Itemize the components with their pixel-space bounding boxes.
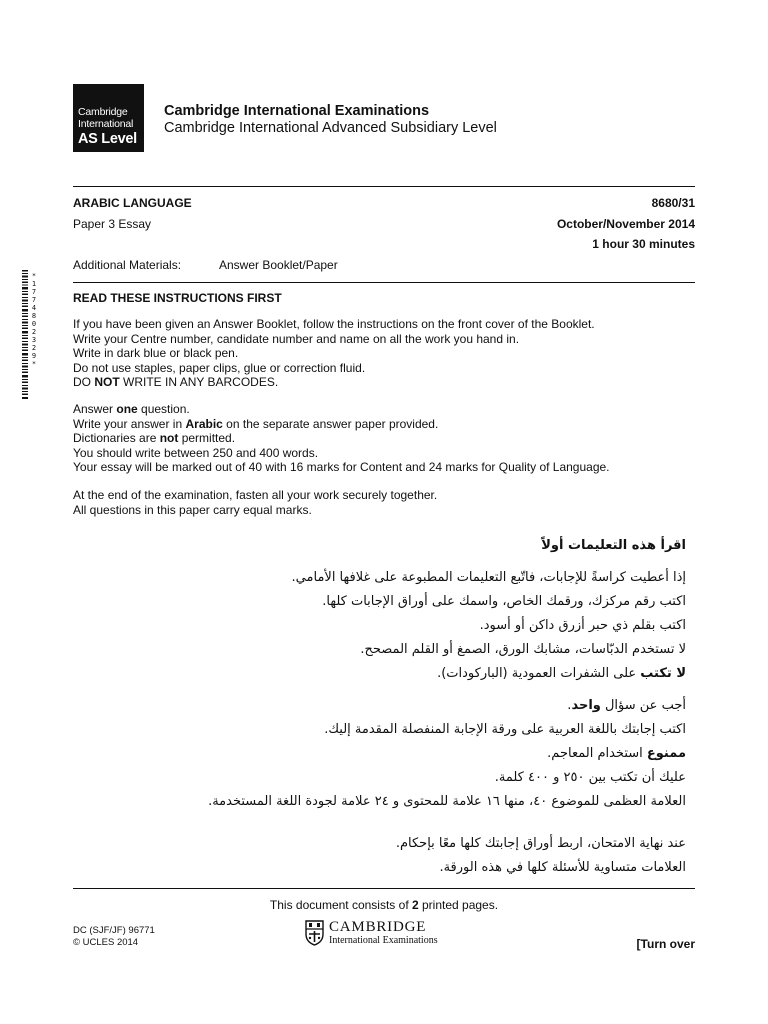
- cambridge-wordmark: [329, 920, 438, 946]
- instruction-text: permitted.: [178, 431, 236, 445]
- paper-name: Paper 3 Essay: [73, 217, 152, 231]
- divider: [73, 186, 695, 187]
- instruction-line: Your essay will be marked out of 40 with 16 marks for Content and 24 marks for Quality of Language.: [73, 460, 610, 474]
- instruction-text: DO: [73, 375, 95, 389]
- instructions-block-1: [73, 317, 595, 390]
- logo-line-3: AS Level: [78, 131, 137, 147]
- org-subtitle: Cambridge International Advanced Subsidiary Level: [164, 120, 497, 136]
- instruction-line: If you have been given an Answer Booklet, follow the instructions on the front cover of the Booklet.: [73, 317, 595, 331]
- arabic-line: اكتب إجابتك باللغة العربية على ورقة الإجابة المنفصلة المقدمة إليك.: [324, 722, 686, 737]
- page-count-note: [0, 898, 768, 912]
- arabic-line-dictionaries: [208, 742, 686, 766]
- arabic-line: عند نهاية الامتحان، اربط أوراق إجابتك كلها معًا بإحكام.: [395, 836, 686, 851]
- exam-duration: 1 hour 30 minutes: [592, 237, 695, 251]
- instruction-line-language: [73, 417, 610, 432]
- footer-text: printed pages.: [418, 898, 499, 912]
- arabic-line: العلامات متساوية للأسئلة كلها في هذه الورقة.: [439, 860, 686, 875]
- instruction-emphasis: not: [159, 431, 179, 445]
- logo-line-2: International: [78, 118, 134, 130]
- arabic-block-1: [292, 566, 686, 686]
- instructions-heading: READ THESE INSTRUCTIONS FIRST: [73, 291, 282, 305]
- instruction-text: Write your answer in: [73, 416, 186, 431]
- arabic-line: العلامة العظمى للموضوع ٤٠، منها ١٦ علامة للمحتوى و ٢٤ علامة لجودة اللغة المستخدمة.: [208, 794, 686, 809]
- instruction-line-barcodes: [73, 375, 595, 390]
- arabic-emphasis: لا تكتب: [640, 666, 686, 681]
- turn-over: [Turn over: [636, 937, 695, 951]
- cambridge-logo: [305, 920, 438, 946]
- footer-text: This document consists of: [269, 898, 412, 912]
- dc-code: DC (SJF/JF) 96771: [73, 925, 155, 936]
- instruction-line: All questions in this paper carry equal marks.: [73, 502, 312, 517]
- materials-label: Additional Materials:: [73, 258, 182, 272]
- instructions-block-2: [73, 402, 610, 475]
- org-title: Cambridge International Examinations: [164, 103, 430, 119]
- arabic-emphasis: ممنوع: [646, 746, 686, 761]
- arabic-block-3: [396, 832, 686, 880]
- arabic-line: إذا أعطيت كراسةً للإجابات، فاتّبع التعليمات المطبوعة على غلافها الأمامي.: [291, 570, 686, 585]
- barcode-digits: *1774802329*: [30, 272, 38, 368]
- arabic-text: على الشفرات العمودية (الباركودات).: [437, 666, 641, 681]
- arabic-text: .: [567, 698, 572, 713]
- crest-icon: [305, 920, 324, 946]
- divider: [73, 888, 695, 889]
- arabic-block-2: [208, 694, 686, 814]
- divider: [73, 282, 695, 283]
- document-codes: [73, 925, 155, 949]
- instruction-text: question.: [137, 402, 190, 416]
- instruction-line-answer: [73, 402, 610, 417]
- arabic-line: عليك أن تكتب بين ٢٥٠ و ٤٠٠ كلمة.: [494, 770, 686, 785]
- as-level-logo: [73, 84, 144, 152]
- arabic-heading: اقرأ هذه التعليمات أولاً: [541, 538, 686, 553]
- instruction-text: Dictionaries are: [73, 431, 160, 445]
- materials-value: Answer Booklet/Paper: [219, 258, 338, 272]
- arabic-line: لا تستخدم الدبّاسات، مشابك الورق، الصمغ أو القلم المصحح.: [360, 642, 686, 657]
- arabic-line-answer: [208, 694, 686, 718]
- instruction-emphasis: one: [116, 402, 138, 416]
- instruction-line-dictionaries: [73, 431, 610, 446]
- instruction-line: You should write between 250 and 400 words.: [73, 445, 319, 460]
- subject: ARABIC LANGUAGE: [73, 196, 192, 210]
- instruction-text: WRITE IN ANY BARCODES.: [119, 375, 279, 389]
- brand-subtitle: International Examinations: [329, 935, 438, 946]
- instruction-emphasis: NOT: [94, 375, 120, 389]
- instruction-text: Answer: [73, 402, 117, 416]
- arabic-emphasis: واحد: [571, 698, 601, 713]
- instruction-line: At the end of the examination, fasten all your work securely together.: [73, 488, 438, 502]
- paper-code: 8680/31: [651, 196, 695, 210]
- logo-line-1: Cambridge: [78, 106, 128, 118]
- exam-session: October/November 2014: [556, 217, 695, 231]
- arabic-text: أجب عن سؤال: [600, 698, 686, 713]
- arabic-line: اكتب رقم مركزك، ورقمك الخاص، واسمك على أوراق الإجابات كلها.: [322, 594, 686, 609]
- brand-name: CAMBRIDGE: [329, 919, 427, 935]
- instruction-line: Write in dark blue or black pen.: [73, 346, 239, 360]
- copyright: © UCLES 2014: [73, 937, 139, 948]
- arabic-line-barcodes: [292, 662, 686, 686]
- arabic-line: اكتب بقلم ذي حبر أزرق داكن أو أسود.: [479, 618, 686, 633]
- instructions-block-3: [73, 488, 437, 517]
- instruction-emphasis: Arabic: [185, 416, 223, 431]
- arabic-text: استخدام المعاجم.: [547, 746, 647, 761]
- instruction-line: Do not use staples, paper clips, glue or correction fluid.: [73, 360, 366, 375]
- instruction-text: on the separate answer paper provided.: [222, 416, 439, 431]
- page-count: 2: [411, 898, 419, 912]
- instruction-line: Write your Centre number, candidate number and name on all the work you hand in.: [73, 331, 520, 346]
